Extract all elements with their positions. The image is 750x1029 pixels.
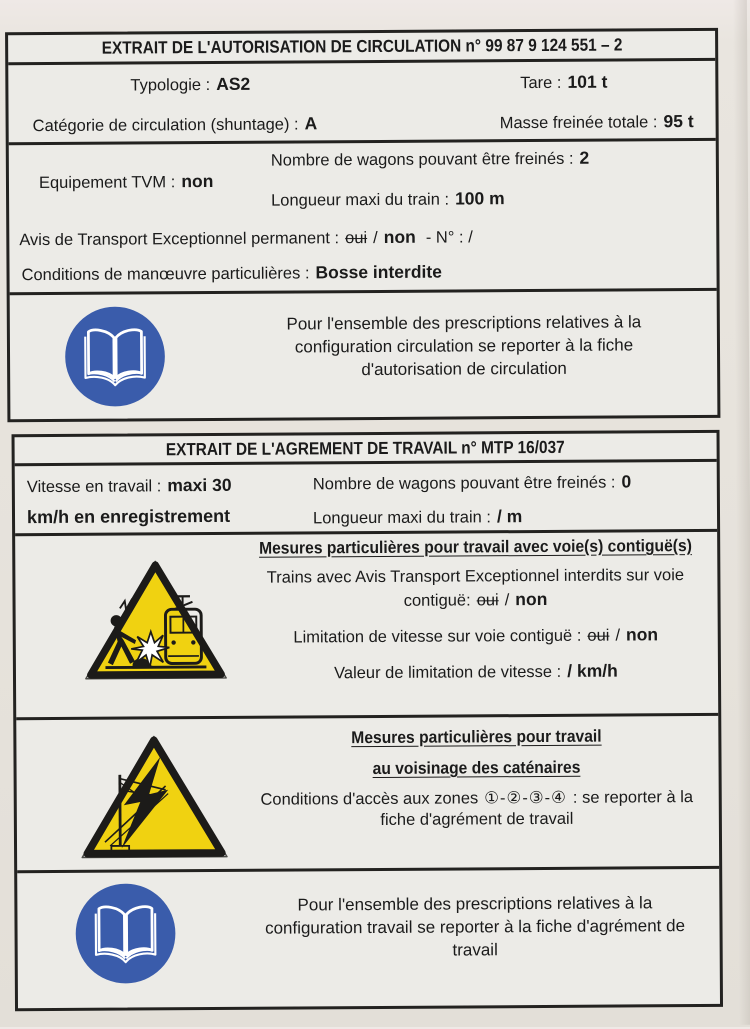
travail-note-section: [17, 869, 720, 999]
circulation-note-section: [10, 291, 718, 416]
ate-interdit-line1: Trains avec Avis Transport Exceptionnel interdits sur voie: [220, 566, 730, 588]
contiguous-track-content: [220, 536, 731, 684]
zone-numbers: ①-②-③-④: [484, 789, 567, 808]
zones-access-line1: Conditions d'accès aux zones ①-②-③-④ : se reporter à la: [222, 787, 732, 810]
tare-field: Tare : 101 t: [520, 71, 607, 93]
travail-note-text: Pour l'ensemble des prescriptions relatives à la configuration travail se reporter à la fiche d'agrément de travail: [222, 891, 727, 963]
open-book-icon: [62, 303, 169, 410]
catenary-electric-warning-icon: [71, 726, 237, 873]
zones-access-line2: fiche d'agrément de travail: [222, 809, 732, 831]
travail-extract-box: [12, 430, 724, 1011]
circulation-details-section: [9, 141, 717, 295]
struck-oui: oui: [587, 627, 609, 645]
vitesse-travail-field-line2: km/h en enregistrement: [27, 506, 230, 528]
open-book-icon: [72, 880, 179, 987]
catenary-content: [221, 726, 732, 831]
catenary-heading-line1: Mesures particulières pour travail: [351, 727, 601, 749]
travail-longueur-field: Longueur maxi du train : / m: [313, 506, 522, 528]
scan-edge-shadow: [733, 0, 750, 1025]
circulation-note-text: Pour l'ensemble des prescriptions relatives à la configuration circulation se reporter à la fiche d'autorisation de circulation: [238, 310, 690, 382]
circulation-summary-rows: [8, 61, 715, 145]
circulation-title: EXTRAIT DE L'AUTORISATION DE CIRCULATION n° 99 87 9 124 551 – 2: [101, 34, 622, 58]
contiguous-track-section: [15, 532, 718, 720]
limitation-vitesse-field: Limitation de vitesse sur voie contiguë : oui / non: [221, 624, 731, 648]
avis-transport-field: Avis de Transport Exceptionnel permanent : oui / non - N° : /: [19, 226, 473, 250]
contiguous-track-heading: Mesures particulières pour travail avec voie(s) contiguë(s): [259, 536, 692, 559]
equipement-tvm-field: Equipement TVM : non: [39, 171, 214, 193]
categorie-circulation-field: Catégorie de circulation (shuntage) : A: [33, 113, 318, 136]
wagons-freines-field: Nombre de wagons pouvant être freinés : 2: [271, 148, 590, 171]
struck-oui: oui: [477, 591, 499, 609]
travail-title: EXTRAIT DE L'AGREMENT DE TRAVAIL n° MTP 16/037: [166, 436, 565, 459]
travail-summary-section: [15, 462, 717, 536]
train-worker-warning-icon: [75, 547, 236, 698]
travail-wagons-field: Nombre de wagons pouvant être freinés : 0: [313, 471, 632, 494]
typologie-field: Typologie : AS2: [130, 73, 250, 95]
circulation-title-bar: [8, 31, 715, 65]
catenary-section: [16, 716, 719, 873]
travail-title-bar: [15, 433, 717, 466]
conditions-manoeuvre-field: Conditions de manœuvre particulières : Bosse interdite: [21, 262, 442, 286]
circulation-extract-box: [5, 28, 720, 422]
vitesse-travail-field: Vitesse en travail : maxi 30: [27, 475, 232, 497]
valeur-limitation-field: Valeur de limitation de vitesse : / km/h: [221, 660, 731, 684]
longueur-train-field: Longueur maxi du train : 100 m: [271, 188, 505, 210]
ate-interdit-line2: contiguë: oui / non: [220, 588, 730, 612]
struck-oui: oui: [345, 229, 367, 247]
masse-freinee-field: Masse freinée totale : 95 t: [500, 111, 694, 133]
catenary-heading-line2: au voisinage des caténaires: [373, 758, 581, 779]
